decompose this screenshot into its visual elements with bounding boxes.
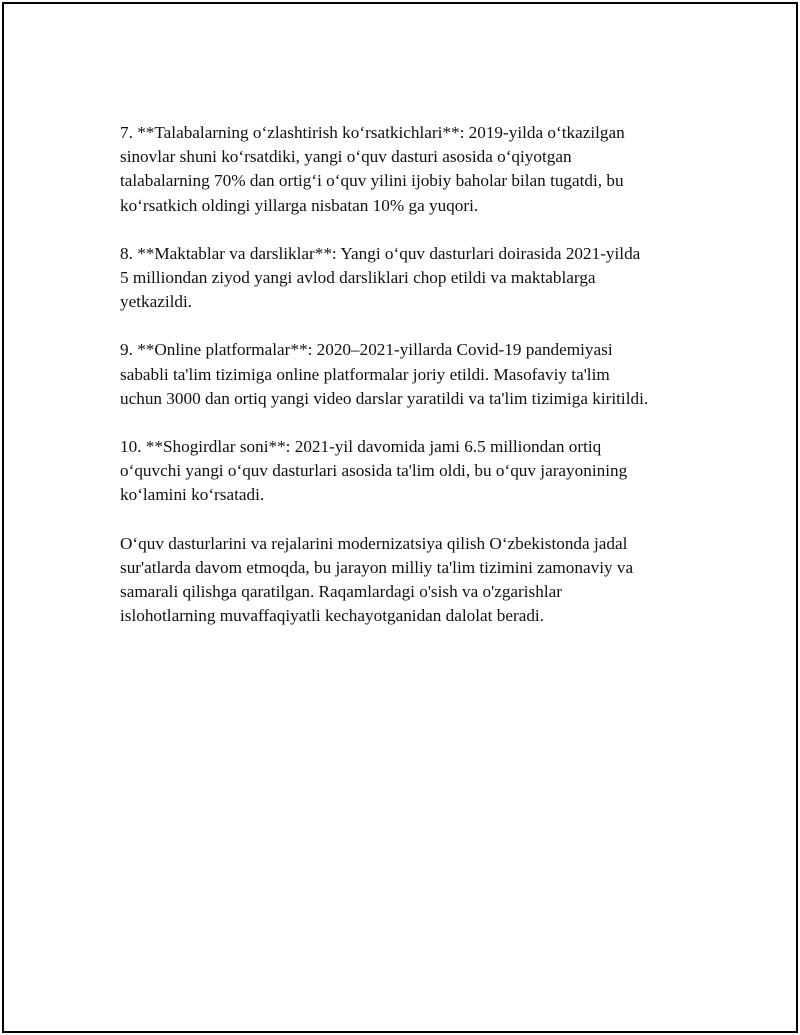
paragraph-8: 8. **Maktablar va darsliklar**: Yangi o‘quv dasturlari doirasida 2021-yilda 5 milliondan ziyod yangi avlod darsliklari chop etildi va maktablarga yetkazildi. — [120, 243, 641, 312]
paragraph-9: 9. **Online platformalar**: 2020–2021-yillarda Covid-19 pandemiyasi sababli ta'lim tizimiga online platformalar joriy etildi. Masofaviy ta'lim uchun 3000 dan ortiq yangi video darslar yaratildi va ta'lim tizimiga kiritildi. — [120, 340, 649, 408]
paragraph-conclusion: O‘quv dasturlarini va rejalarini modernizatsiya qilish O‘zbekistonda jadal sur'atlarda davom etmoqda, bu jarayon milliy ta'lim tizimini zamonaviy va samarali qilishga qaratilgan. Raqamlardagi o'sish va o'zgarishlar islohotlarning muvaffaqiyatli kechayotganidan dalolat beradi. — [120, 533, 634, 626]
paragraph-10: 10. **Shogirdlar soni**: 2021-yil davomida jami 6.5 milliondan ortiq o‘quvchi yangi o‘quv dasturlari asosida ta'lim oldi, bu o‘quv jarayonining ko‘lamini ko‘rsatadi. — [120, 437, 628, 505]
paragraph-7: 7. **Talabalarning o‘zlashtirish ko‘rsatkichlari**: 2019-yilda o‘tkazilgan sinovlar shuni ko‘rsatdiki, yangi o‘quv dasturi asosida o‘qiyotgan talabalarning 70% dan ortig‘i o‘quv yilini ijobiy baholar bilan tugatdi, bu ko‘rsatkich oldingi yillarga nisbatan 10% ga yuqori. — [120, 123, 625, 215]
document-body — [120, 121, 710, 652]
document-page — [2, 2, 798, 1033]
